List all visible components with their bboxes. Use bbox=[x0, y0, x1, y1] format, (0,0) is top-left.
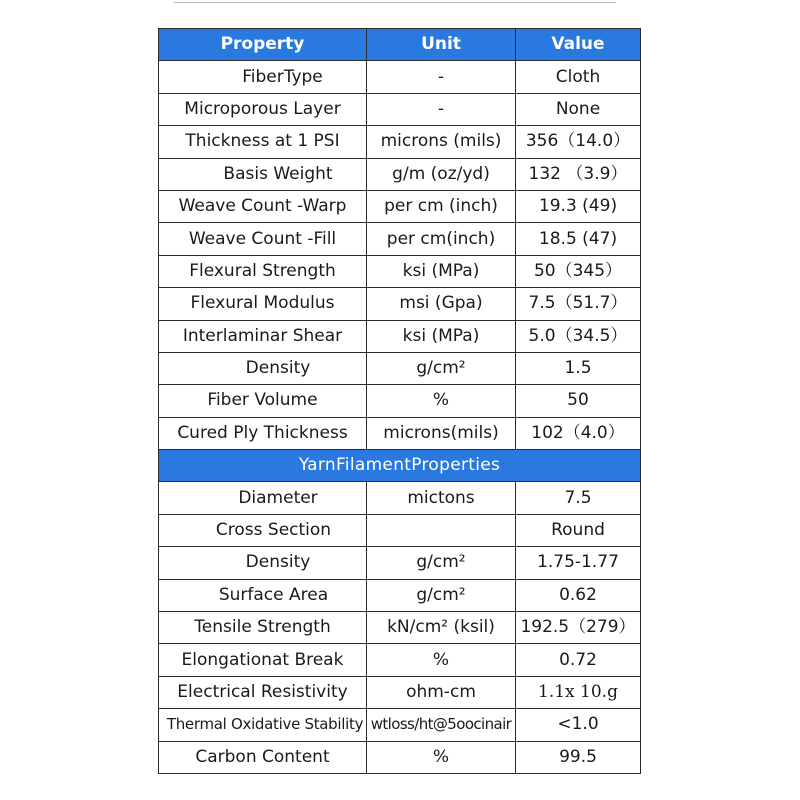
section-title: YarnFilamentProperties bbox=[159, 450, 641, 482]
value-cell: 192.5（279） bbox=[516, 612, 641, 644]
value-cell: 50（345） bbox=[516, 255, 641, 287]
unit-cell: g/m (oz/yd) bbox=[367, 158, 516, 190]
unit-cell: g/cm² bbox=[367, 579, 516, 611]
property-cell: Microporous Layer bbox=[159, 93, 367, 125]
property-cell: Tensile Strength bbox=[159, 612, 367, 644]
value-cell: 18.5 (47) bbox=[516, 223, 641, 255]
table-row bbox=[159, 93, 641, 125]
top-divider bbox=[174, 2, 616, 3]
property-cell: Basis Weight bbox=[159, 158, 367, 190]
section-header-row bbox=[159, 450, 641, 482]
table-row bbox=[159, 709, 641, 741]
value-cell: 1.75-1.77 bbox=[516, 547, 641, 579]
value-cell: Cloth bbox=[516, 61, 641, 93]
table-row bbox=[159, 385, 641, 417]
value-cell: None bbox=[516, 93, 641, 125]
property-cell: Interlaminar Shear bbox=[159, 320, 367, 352]
property-cell: Elongationat Break bbox=[159, 644, 367, 676]
property-cell: Density bbox=[159, 352, 367, 384]
unit-cell: - bbox=[367, 93, 516, 125]
header-value: Value bbox=[516, 29, 641, 61]
unit-cell bbox=[367, 514, 516, 546]
table-row bbox=[159, 352, 641, 384]
table-row bbox=[159, 644, 641, 676]
unit-cell: microns(mils) bbox=[367, 417, 516, 449]
value-cell: 102（4.0） bbox=[516, 417, 641, 449]
value-cell: 7.5 bbox=[516, 482, 641, 514]
table-row bbox=[159, 417, 641, 449]
value-cell: 1.5 bbox=[516, 352, 641, 384]
spec-table bbox=[158, 28, 641, 774]
value-cell: 132 （3.9） bbox=[516, 158, 641, 190]
table-row bbox=[159, 320, 641, 352]
property-cell: Carbon Content bbox=[159, 741, 367, 773]
table-row bbox=[159, 158, 641, 190]
header-row bbox=[159, 29, 641, 61]
unit-cell: per cm (inch) bbox=[367, 190, 516, 222]
unit-cell: - bbox=[367, 61, 516, 93]
unit-cell: mictons bbox=[367, 482, 516, 514]
unit-cell: ksi (MPa) bbox=[367, 255, 516, 287]
property-cell: Thickness at 1 PSI bbox=[159, 126, 367, 158]
unit-cell: % bbox=[367, 644, 516, 676]
table-row bbox=[159, 126, 641, 158]
property-cell: Cross Section bbox=[159, 514, 367, 546]
table-row bbox=[159, 61, 641, 93]
unit-cell: % bbox=[367, 385, 516, 417]
unit-cell: g/cm² bbox=[367, 352, 516, 384]
table-row bbox=[159, 547, 641, 579]
table-row bbox=[159, 255, 641, 287]
unit-cell: per cm(inch) bbox=[367, 223, 516, 255]
table-row bbox=[159, 190, 641, 222]
unit-cell: % bbox=[367, 741, 516, 773]
table-row bbox=[159, 223, 641, 255]
value-cell: 0.62 bbox=[516, 579, 641, 611]
table-row bbox=[159, 741, 641, 773]
unit-cell: ksi (MPa) bbox=[367, 320, 516, 352]
value-cell: <1.0 bbox=[516, 709, 641, 741]
unit-cell: msi (Gpa) bbox=[367, 288, 516, 320]
unit-cell: microns (mils) bbox=[367, 126, 516, 158]
property-cell: Electrical Resistivity bbox=[159, 676, 367, 708]
value-cell: 1.1x 10.g bbox=[516, 676, 641, 708]
property-cell: Fiber Volume bbox=[159, 385, 367, 417]
property-cell: Diameter bbox=[159, 482, 367, 514]
value-cell: 19.3 (49) bbox=[516, 190, 641, 222]
property-cell: Weave Count -Fill bbox=[159, 223, 367, 255]
table-row bbox=[159, 612, 641, 644]
value-cell: 0.72 bbox=[516, 644, 641, 676]
header-property: Property bbox=[159, 29, 367, 61]
unit-cell: g/cm² bbox=[367, 547, 516, 579]
property-cell: Flexural Modulus bbox=[159, 288, 367, 320]
property-cell: FiberType bbox=[159, 61, 367, 93]
value-cell: 356（14.0） bbox=[516, 126, 641, 158]
table-row bbox=[159, 288, 641, 320]
table-row bbox=[159, 579, 641, 611]
property-cell: Thermal Oxidative Stability bbox=[159, 709, 367, 741]
property-cell: Cured Ply Thickness bbox=[159, 417, 367, 449]
property-cell: Weave Count -Warp bbox=[159, 190, 367, 222]
table-row bbox=[159, 514, 641, 546]
header-unit: Unit bbox=[367, 29, 516, 61]
table-row bbox=[159, 676, 641, 708]
unit-cell: kN/cm² (ksil) bbox=[367, 612, 516, 644]
unit-cell: ohm-cm bbox=[367, 676, 516, 708]
property-cell: Surface Area bbox=[159, 579, 367, 611]
table-row bbox=[159, 482, 641, 514]
unit-cell: wtloss/ht@5oocinair bbox=[367, 709, 516, 741]
property-cell: Flexural Strength bbox=[159, 255, 367, 287]
property-cell: Density bbox=[159, 547, 367, 579]
value-cell: 50 bbox=[516, 385, 641, 417]
value-cell: Round bbox=[516, 514, 641, 546]
value-cell: 99.5 bbox=[516, 741, 641, 773]
value-cell: 5.0（34.5） bbox=[516, 320, 641, 352]
value-cell: 7.5（51.7） bbox=[516, 288, 641, 320]
